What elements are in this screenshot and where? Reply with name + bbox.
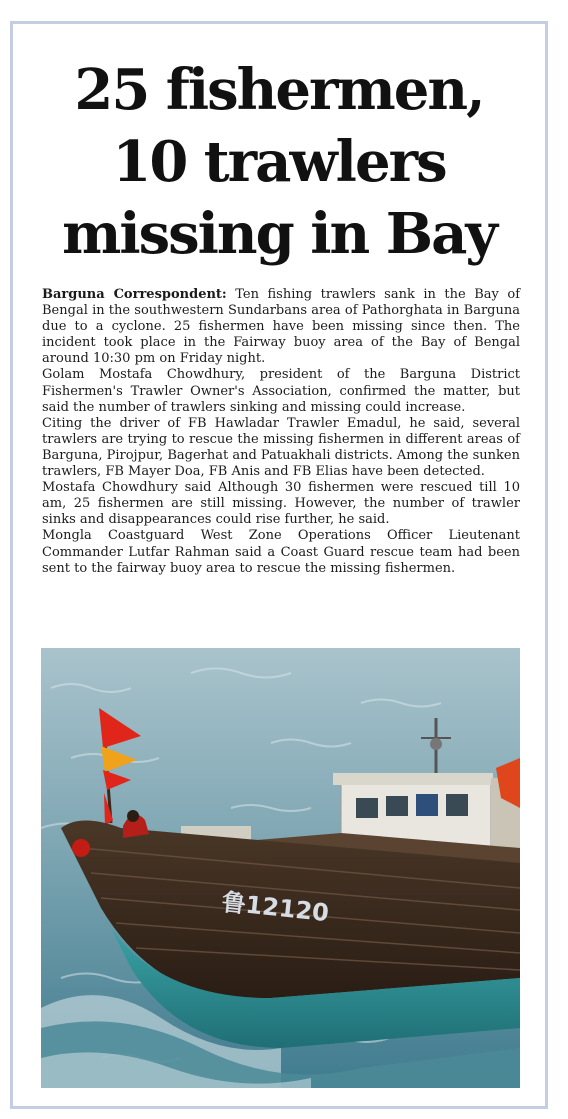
trawler-photo [41,648,520,1088]
headline-line-1: 25 fishermen, [74,57,484,123]
headline [13,54,545,270]
paragraph-4: Mostafa Chowdhury said Although 30 fishermen were rescued till 10 am, 25 fishermen are still missing. However, the number of trawler sinks and disappearances could rise further, he said. [42,480,520,528]
hull-marking: 鲁12120 [220,888,331,928]
bow-lamp-icon [72,839,90,857]
article-body [42,287,520,577]
article-frame [10,21,548,1109]
headline-line-3: missing in Bay [62,201,496,267]
headline-line-2: 10 trawlers [112,129,446,195]
paragraph-1 [42,287,520,367]
paragraph-1-text: Ten fishing trawlers sank in the Bay of Bengal in the southwestern Sundarbans area of Pathorghata in Barguna due to a cyclone. 25 fishermen have been missing since then. The incident took place in the Fairway buoy area of the Bay of Bengal around 10:30 pm on Friday night. [42,287,521,367]
paragraph-3: Citing the driver of FB Hawladar Trawler Emadul, he said, several trawlers are trying to rescue the missing fishermen in different areas of Barguna, Pirojpur, Bagerhat and Patuakhali districts. Among the sunken trawlers, FB Mayer Doa, FB Anis and FB Elias have been detected. [42,415,520,480]
paragraph-2: Golam Mostafa Chowdhury, president of the Barguna District Fishermen's Trawler Owner's Association, confirmed the matter, but said the number of trawlers sinking and missing could increase. [42,367,520,415]
dateline: Barguna Correspondent: [42,287,227,302]
paragraph-5: Mongla Coastguard West Zone Operations Officer Lieutenant Commander Lutfar Rahman said a Coast Guard rescue team had been sent to the fairway buoy area to rescue the missing fishermen. [42,528,520,576]
